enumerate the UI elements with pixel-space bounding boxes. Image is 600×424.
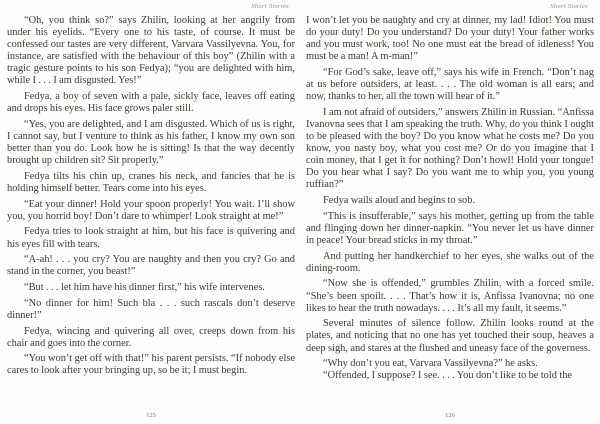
- paragraph: I am not afraid of outsiders,” answers Zhilin in Russian. “Anfissa Ivanovna sees that I am speaking the truth. Why, do you think I ought to be pleased with the boy? Do you know what he costs me? Do you know, you nasty boy, what you cost me? Or do you imagine that I coin money, that I get it for nothing? Don’t howl! Hold your tongue! Do you hear what I say? Do you want me to whip you, you young ruffian?”: [306, 106, 594, 191]
- paragraph: “No dinner for him! Such bla . . . such rascals don’t deserve dinner!”: [7, 297, 295, 321]
- paragraph: And putting her handkerchief to her eyes, she walks out of the dining-room.: [306, 250, 594, 274]
- left-page-text: [7, 15, 295, 377]
- paragraph: Fedya tries to look straight at him, but his face is quivering and his eyes fill with tears.: [7, 226, 295, 250]
- paragraph: “But . . . let him have his dinner first,” his wife intervenes.: [24, 282, 265, 294]
- paragraph: “This is insufferable,” says his mother, getting up from the table and flinging down her dinner-napkin. “You never let us have dinner in peace! Your bread sticks in my throat.”: [306, 210, 594, 246]
- paragraph: Fedya tilts his chin up, cranes his neck, and fancies that he is holding himself better. Tears come into his eyes.: [7, 170, 295, 194]
- paragraph: Several minutes of silence follow. Zhilin looks round at the plates, and noticing that no one has yet touched their soup, heaves a deep sigh, and stares at the flushed and uneasy face of the governess.: [306, 318, 594, 354]
- running-header: Short Stories: [550, 3, 588, 10]
- paragraph: “Offended, I suppose? I see. . . . You don’t like to be told the: [323, 370, 573, 382]
- paragraph: “Why don’t you eat, Varvara Vassilyevna?” he asks.: [323, 358, 538, 370]
- paragraph: “Now she is offended,” grumbles Zhilin, with a forced smile. “She’s been spoilt. . . . That’s how it is, Anfissa Ivanovna; no one likes to hear the truth nowadays. . . . It’s all my fault, it seems.”: [306, 278, 594, 314]
- paragraph: “A-ah! . . . you cry? You are naughty and then you cry? Go and stand in the corner, you beast!”: [7, 254, 295, 278]
- paragraph: I won’t let you be naughty and cry at dinner, my lad! Idiot! You must do your duty! Do you understand? Do your duty! Your father works and you must work, too! No one must eat the bread of idleness! You must be a man! A m-man!”: [306, 15, 594, 63]
- paragraph: Fedya, a boy of seven with a pale, sickly face, leaves off eating and drops his eyes. His face grows paler still.: [7, 91, 295, 115]
- paragraph: “Eat your dinner! Hold your spoon properly! You wait. I’ll show you, you horrid boy! Don’t dare to whimper! Look straight at me!”: [7, 198, 295, 222]
- paragraph: “Yes, you are delighted, and I am disgusted. Which of us is right, I cannot say, but I venture to think as his father, I know my own son better than you do. Look how he is sitting! Is that the way decently brought up children sit? Sit properly.”: [7, 118, 295, 167]
- page-number: 126: [445, 412, 455, 419]
- running-header: Short Stories: [251, 3, 289, 10]
- paragraph: “For God’s sake, leave off,” says his wife in French. “Don’t nag at us before outsiders, at least. . . . The old woman is all ears; and now, thanks to her, all the town will hear of it.”: [306, 66, 594, 103]
- right-page-text: [306, 15, 594, 382]
- paragraph: “Oh, you think so?” says Zhilin, looking at her angrily from under his eyelids. “Every one to his taste, of course. It must be confessed our tastes are very different, Varvara Vassilyevna. You, for instance, are satisfied with the behaviour of this boy” (Zhilin with a tragic gesture points to his son Fedya); “you are delighted with him, while I . . . I am disgusted. Yes!”: [7, 15, 295, 87]
- right-page: [306, 0, 594, 424]
- paragraph: Fedya wails aloud and begins to sob.: [323, 195, 476, 207]
- left-page: [7, 0, 295, 424]
- paragraph: “You won’t get off with that!” his parent persists. “If nobody else cares to look after your bringing up, so be it; I must begin.: [7, 353, 295, 377]
- paragraph: Fedya, wincing and quivering all over, creeps down from his chair and goes into the corner.: [7, 325, 295, 349]
- page-number: 125: [146, 412, 156, 419]
